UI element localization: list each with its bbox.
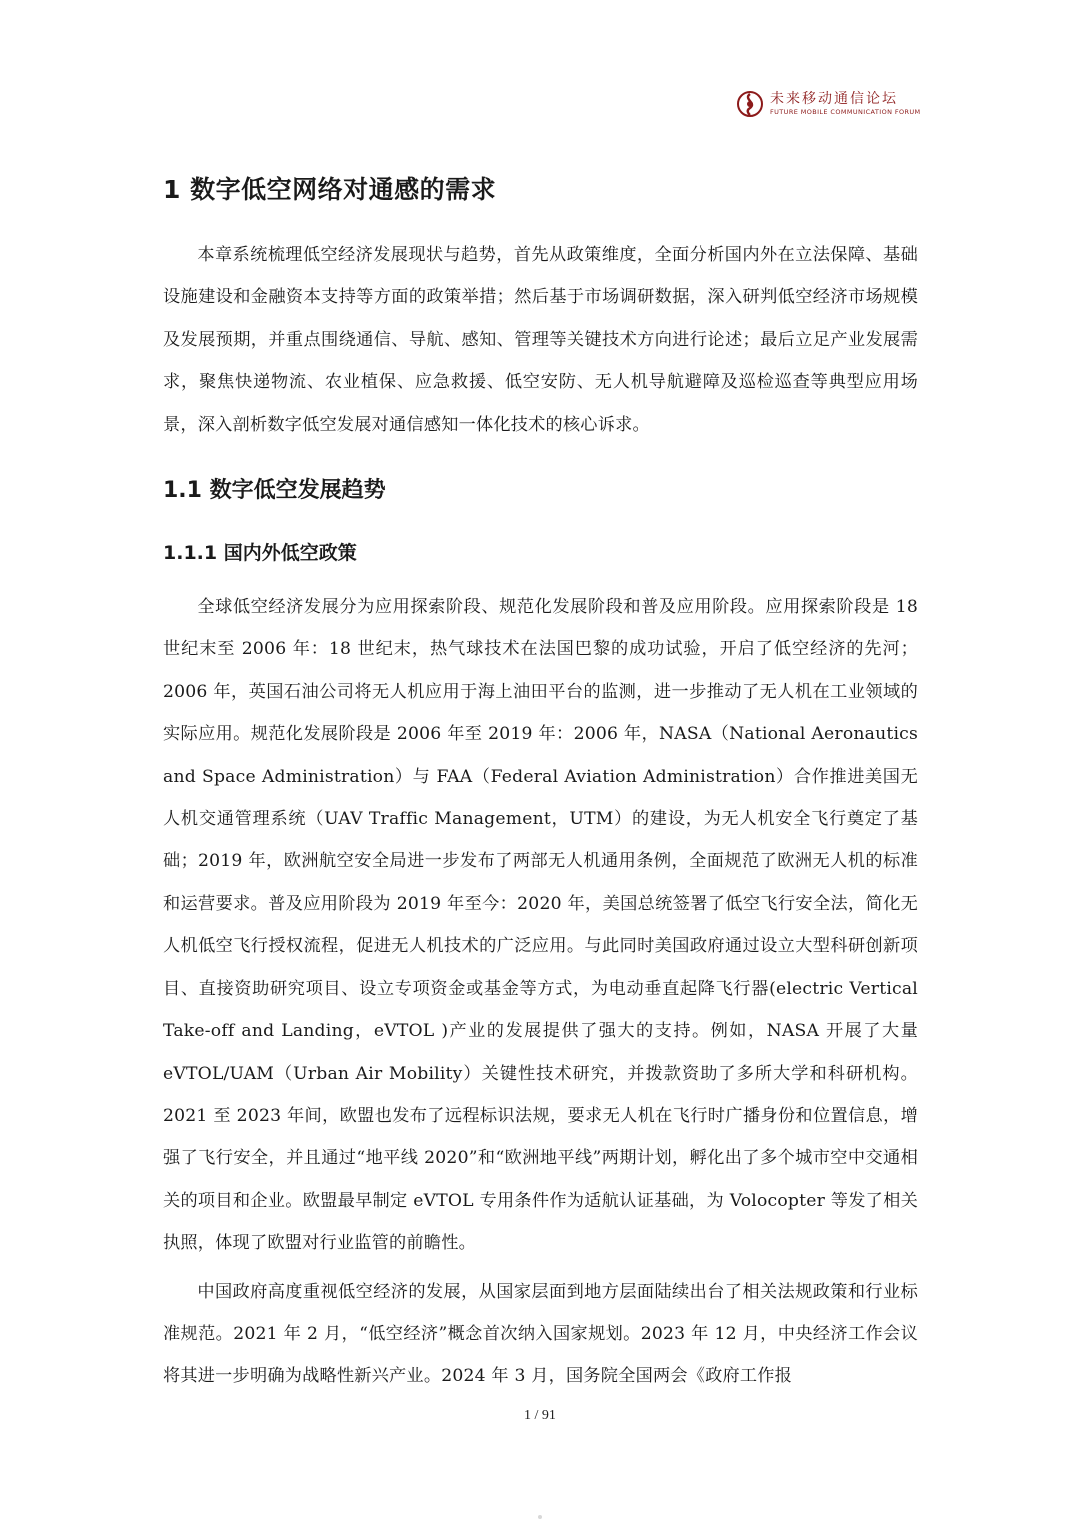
policy-paragraph-2: 中国政府高度重视低空经济的发展，从国家层面到地方层面陆续出台了相关法规政策和行业标准规范。2021 年 2 月，“低空经济”概念首次纳入国家规划。2023 年 12 月，中央经济工作会议将其进一步明确为战略性新兴产业。2024 年 3 月，国务院全国两会《政府工作报 <box>163 1281 918 1387</box>
section-title: 1.1 数字低空发展趋势 <box>163 478 386 504</box>
policy-paragraph-1: 全球低空经济发展分为应用探索阶段、规范化发展阶段和普及应用阶段。应用探索阶段是 18 世纪末至 2006 年：18 世纪末，热气球技术在法国巴黎的成功试验，开启了低空经济的先河；2006 年，英国石油公司将无人机应用于海上油田平台的监测，进一步推动了无人机在工业领域的实际应用。规范化发展阶段是 2006 年至 2019 年：2006 年，NASA（National Aeronautics and Space Administration）与 FAA（Federal Aviation Administration）合作推进美国无人机交通管理系统（UAV Traffic Management，UTM）的建设，为无人机安全飞行奠定了基础；2019 年，欧洲航空安全局进一步发布了两部无人机通用条例，全面规范了欧洲无人机的标准和运营要求。普及应用阶段为 2019 年至今：2020 年，美国总统签署了低空飞行安全法，简化无人机低空飞行授权流程，促进无人机技术的广泛应用。与此同时美国政府通过设立大型科研创新项目、直接资助研究项目、设立专项资金或基金等方式，为电动垂直起降飞行器(electric Vertical Take-off and Landing，eVTOL )产业的发展提供了强大的支持。例如，NASA 开展了大量 eVTOL/UAM（Urban Air Mobility）关键性技术研究，并拨款资助了多所大学和科研机构。2021 至 2023 年间，欧盟也发布了远程标识法规，要求无人机在飞行时广播身份和位置信息，增强了飞行安全，并且通过“地平线 2020”和“欧洲地平线”两期计划，孵化出了多个城市空中交通相关的项目和企业。欧盟最早制定 eVTOL 专用条件作为适航认证基础，为 Volocopter 等发了相关执照，体现了欧盟对行业监管的前瞻性。 <box>163 597 918 1254</box>
forum-logo-icon <box>736 90 764 118</box>
scroll-indicator-dot <box>538 1515 542 1519</box>
intro-paragraph: 本章系统梳理低空经济发展现状与趋势，首先从政策维度，全面分析国内外在立法保障、基础设施建设和金融资本支持等方面的政策举措；然后基于市场调研数据，深入研判低空经济市场规模及发展预期，并重点围绕通信、导航、感知、管理等关键技术方向进行论述；最后立足产业发展需求，聚焦快递物流、农业植保、应急救援、低空安防、无人机导航避障及巡检巡查等典型应用场景，深入剖析数字低空发展对通信感知一体化技术的核心诉求。 <box>163 245 918 435</box>
logo-chinese-text: 未来移动通信论坛 <box>770 91 898 108</box>
logo-english-text: FUTURE MOBILE COMMUNICATION FORUM <box>770 108 921 117</box>
page-number: 1 / 91 <box>524 1408 556 1423</box>
forum-logo <box>736 86 936 122</box>
subsection-title: 1.1.1 国内外低空政策 <box>163 542 357 565</box>
document-body <box>163 160 918 1398</box>
chapter-title: 1 数字低空网络对通感的需求 <box>163 175 497 204</box>
